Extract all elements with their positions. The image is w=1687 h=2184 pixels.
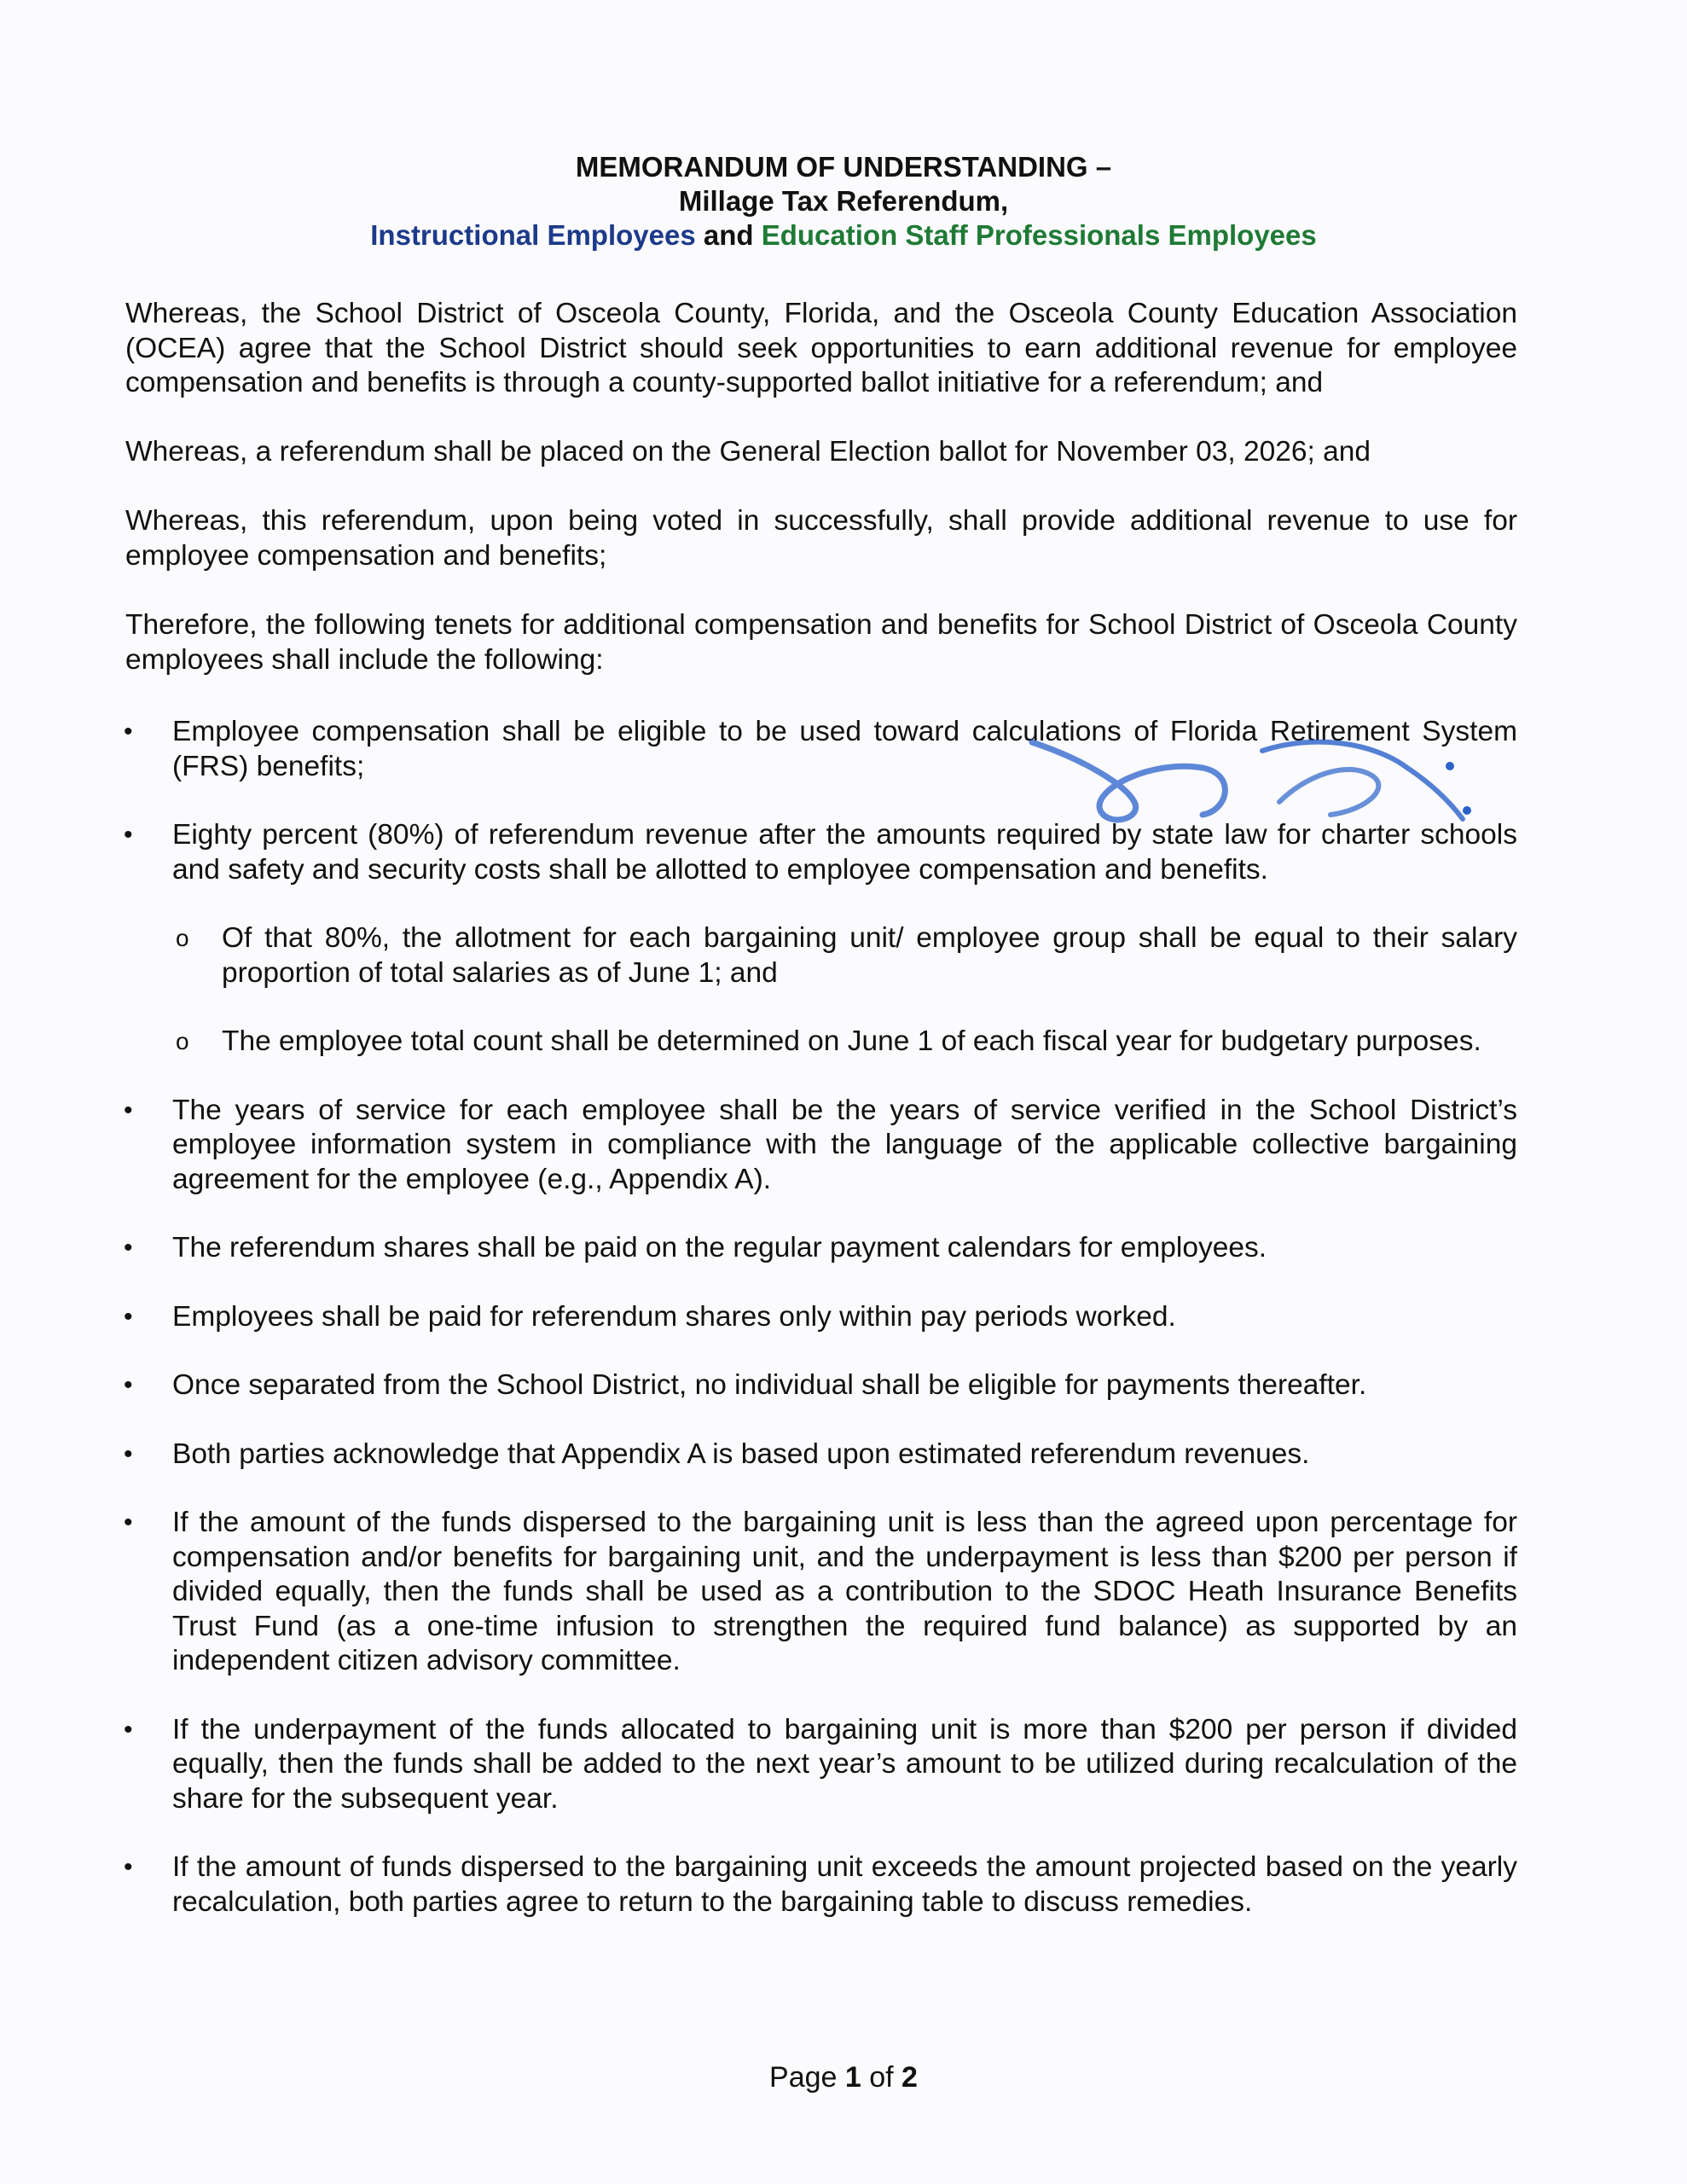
sub-list-item-text: The employee total count shall be determined on June 1 of each fiscal year for budgetary purposes. (222, 1025, 1481, 1057)
list-item (125, 818, 1517, 1060)
list-item (125, 1231, 1517, 1266)
memo-parties (0, 218, 1687, 253)
total-pages: 2 (901, 2061, 918, 2094)
list-item-text: The referendum shares shall be paid on the regular payment calendars for employees. (172, 1232, 1267, 1263)
therefore-paragraph: Therefore, the following tenets for additional compensation and benefits for School District of Osceola County employees shall include the following: (125, 609, 1517, 676)
of-word: of (861, 2061, 902, 2094)
list-item-text: Eighty percent (80%) of referendum revenue after the amounts required by state law for charter schools and safety and security costs shall be allotted to employee compensation and benefits. (172, 819, 1517, 886)
list-item (125, 1438, 1517, 1472)
list-item (125, 1300, 1517, 1335)
page-word: Page (769, 2061, 845, 2094)
list-item (125, 1506, 1517, 1679)
list-item-text: The years of service for each employee shall be the years of service verified in the School District’s employee information system in compliance with the language of the applicable collective bargaining agreement for the employee (e.g., Appendix A). (172, 1094, 1517, 1195)
memo-title: MEMORANDUM OF UNDERSTANDING – (575, 151, 1112, 183)
sub-list-item (172, 1025, 1517, 1060)
tenets-list (125, 715, 1517, 1954)
sub-list-item (172, 921, 1517, 990)
page-number (0, 2061, 1687, 2094)
list-item-text: If the underpayment of the funds allocated to bargaining unit is more than $200 per person if divided equally, then the funds shall be added to the next year’s amount to be utilized during recalculation of the share for the subsequent year. (172, 1713, 1517, 1815)
instructional-employees-label: Instructional Employees (370, 219, 696, 251)
list-item-text: Once separated from the School District, no individual shall be eligible for payments thereafter. (172, 1369, 1367, 1401)
list-item-text: If the amount of funds dispersed to the bargaining unit exceeds the amount projected based on the yearly recalculation, both parties agree to return to the bargaining table to discuss remedies. (172, 1851, 1517, 1918)
whereas-paragraph-3: Whereas, this referendum, upon being voted in successfully, shall provide additional revenue to use for employee compensation and benefits; (125, 505, 1517, 572)
memo-subtitle: Millage Tax Referendum, (678, 185, 1009, 217)
list-item (125, 1850, 1517, 1920)
list-item (125, 1713, 1517, 1817)
list-item-text: Employee compensation shall be eligible to be used toward calculations of Florida Retirement System (FRS) benefits; (172, 716, 1517, 782)
memo-header (0, 150, 1687, 253)
esp-employees-label: Education Staff Professionals Employees (761, 219, 1317, 251)
and-connector: and (695, 219, 762, 251)
list-item (125, 1094, 1517, 1198)
list-item (125, 1368, 1517, 1403)
current-page-number: 1 (844, 2061, 861, 2094)
ink-signature-mark (1006, 708, 1484, 836)
sub-list-item-text: Of that 80%, the allotment for each bargaining unit/ employee group shall be equal to their salary proportion of total salaries as of June 1; and (222, 922, 1517, 989)
whereas-paragraph-2: Whereas, a referendum shall be placed on the General Election ballot for November 03, 2026; and (125, 436, 1371, 468)
list-item-text: Employees shall be paid for referendum shares only within pay periods worked. (172, 1300, 1176, 1333)
list-item-text: If the amount of the funds dispersed to the bargaining unit is less than the agreed upon percentage for compensation and/or benefits for bargaining unit, and the underpayment is less than $200 per person if divided equally, then the funds shall be used as a contribution to the SDOC Heath Insurance Benefits Trust Fund (as a one-time infusion to strengthen the required fund balance) as supported by an independent citizen advisory committee. (172, 1507, 1517, 1676)
list-item-text: Both parties acknowledge that Appendix A is based upon estimated referendum revenues. (172, 1438, 1310, 1470)
sub-list (172, 921, 1517, 1060)
whereas-paragraph-1: Whereas, the School District of Osceola County, Florida, and the Osceola County Education Association (OCEA) agree that the School District should seek opportunities to earn additional revenue for employee compensation and benefits is through a county-supported ballot initiative for a referendum; and (125, 298, 1517, 398)
